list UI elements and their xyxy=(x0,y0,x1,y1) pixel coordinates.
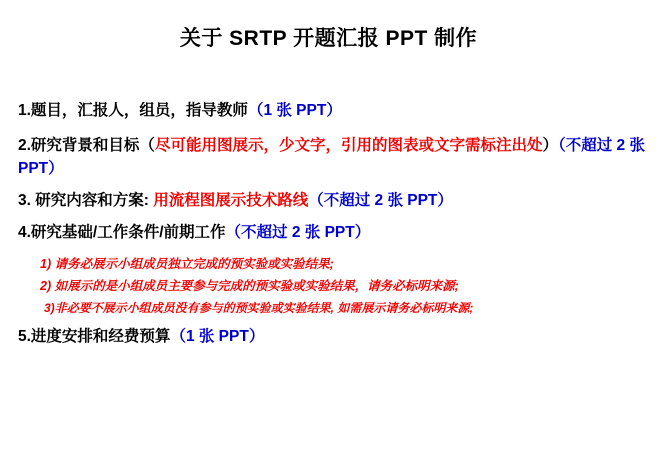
slide-canvas xyxy=(0,22,657,464)
outline-item-3 xyxy=(18,190,645,213)
outline-item-2 xyxy=(18,135,645,181)
outline-item-3-note: （不超过 2 张 PPT） xyxy=(308,191,453,209)
outline-item-3-text: 3. 研究内容和方案: xyxy=(18,191,149,209)
outline-item-2-text-end: ） xyxy=(542,136,558,154)
outline-item-4-note: （不超过 2 张 PPT） xyxy=(225,223,371,241)
note-item: 1) 请务必展示小组成员独立完成的预实验或实验结果; xyxy=(40,256,334,271)
outline-item-1 xyxy=(18,100,645,123)
outline-item-5-text: 5.进度安排和经费预算 xyxy=(18,328,171,346)
slide-title: 关于 SRTP 开题汇报 PPT 制作 xyxy=(179,27,478,50)
outline-item-3-emphasis: 用流程图展示技术路线 xyxy=(148,191,309,209)
outline-item-2-note: （不超过 2 张 PPT） xyxy=(18,136,645,177)
outline-item-2-emphasis: 尽可能用图展示，少文字，引用的图表或文字需标注出处 xyxy=(154,136,543,154)
note-item: 2) 如展示的是小组成员主要参与完成的预实验或实验结果，请务必标明来源; xyxy=(40,279,459,294)
slide-body xyxy=(0,100,657,349)
outline-item-1-text: 1.题目，汇报人，组员，指导教师 xyxy=(18,102,248,119)
outline-item-1-note: （1 张 PPT） xyxy=(247,102,342,119)
outline-item-5 xyxy=(18,326,645,349)
note-item: 3)非必要不展示小组成员没有参与的预实验或实验结果, 如需展示请务必标明来源; xyxy=(44,301,474,316)
notes-list xyxy=(18,255,645,318)
outline-item-4-text: 4.研究基础/工作条件/前期工作 xyxy=(18,223,226,241)
outline-item-2-text: 2.研究背景和目标（ xyxy=(18,136,155,154)
outline-item-5-note: （1 张 PPT） xyxy=(170,328,265,346)
outline-item-4 xyxy=(18,222,645,245)
